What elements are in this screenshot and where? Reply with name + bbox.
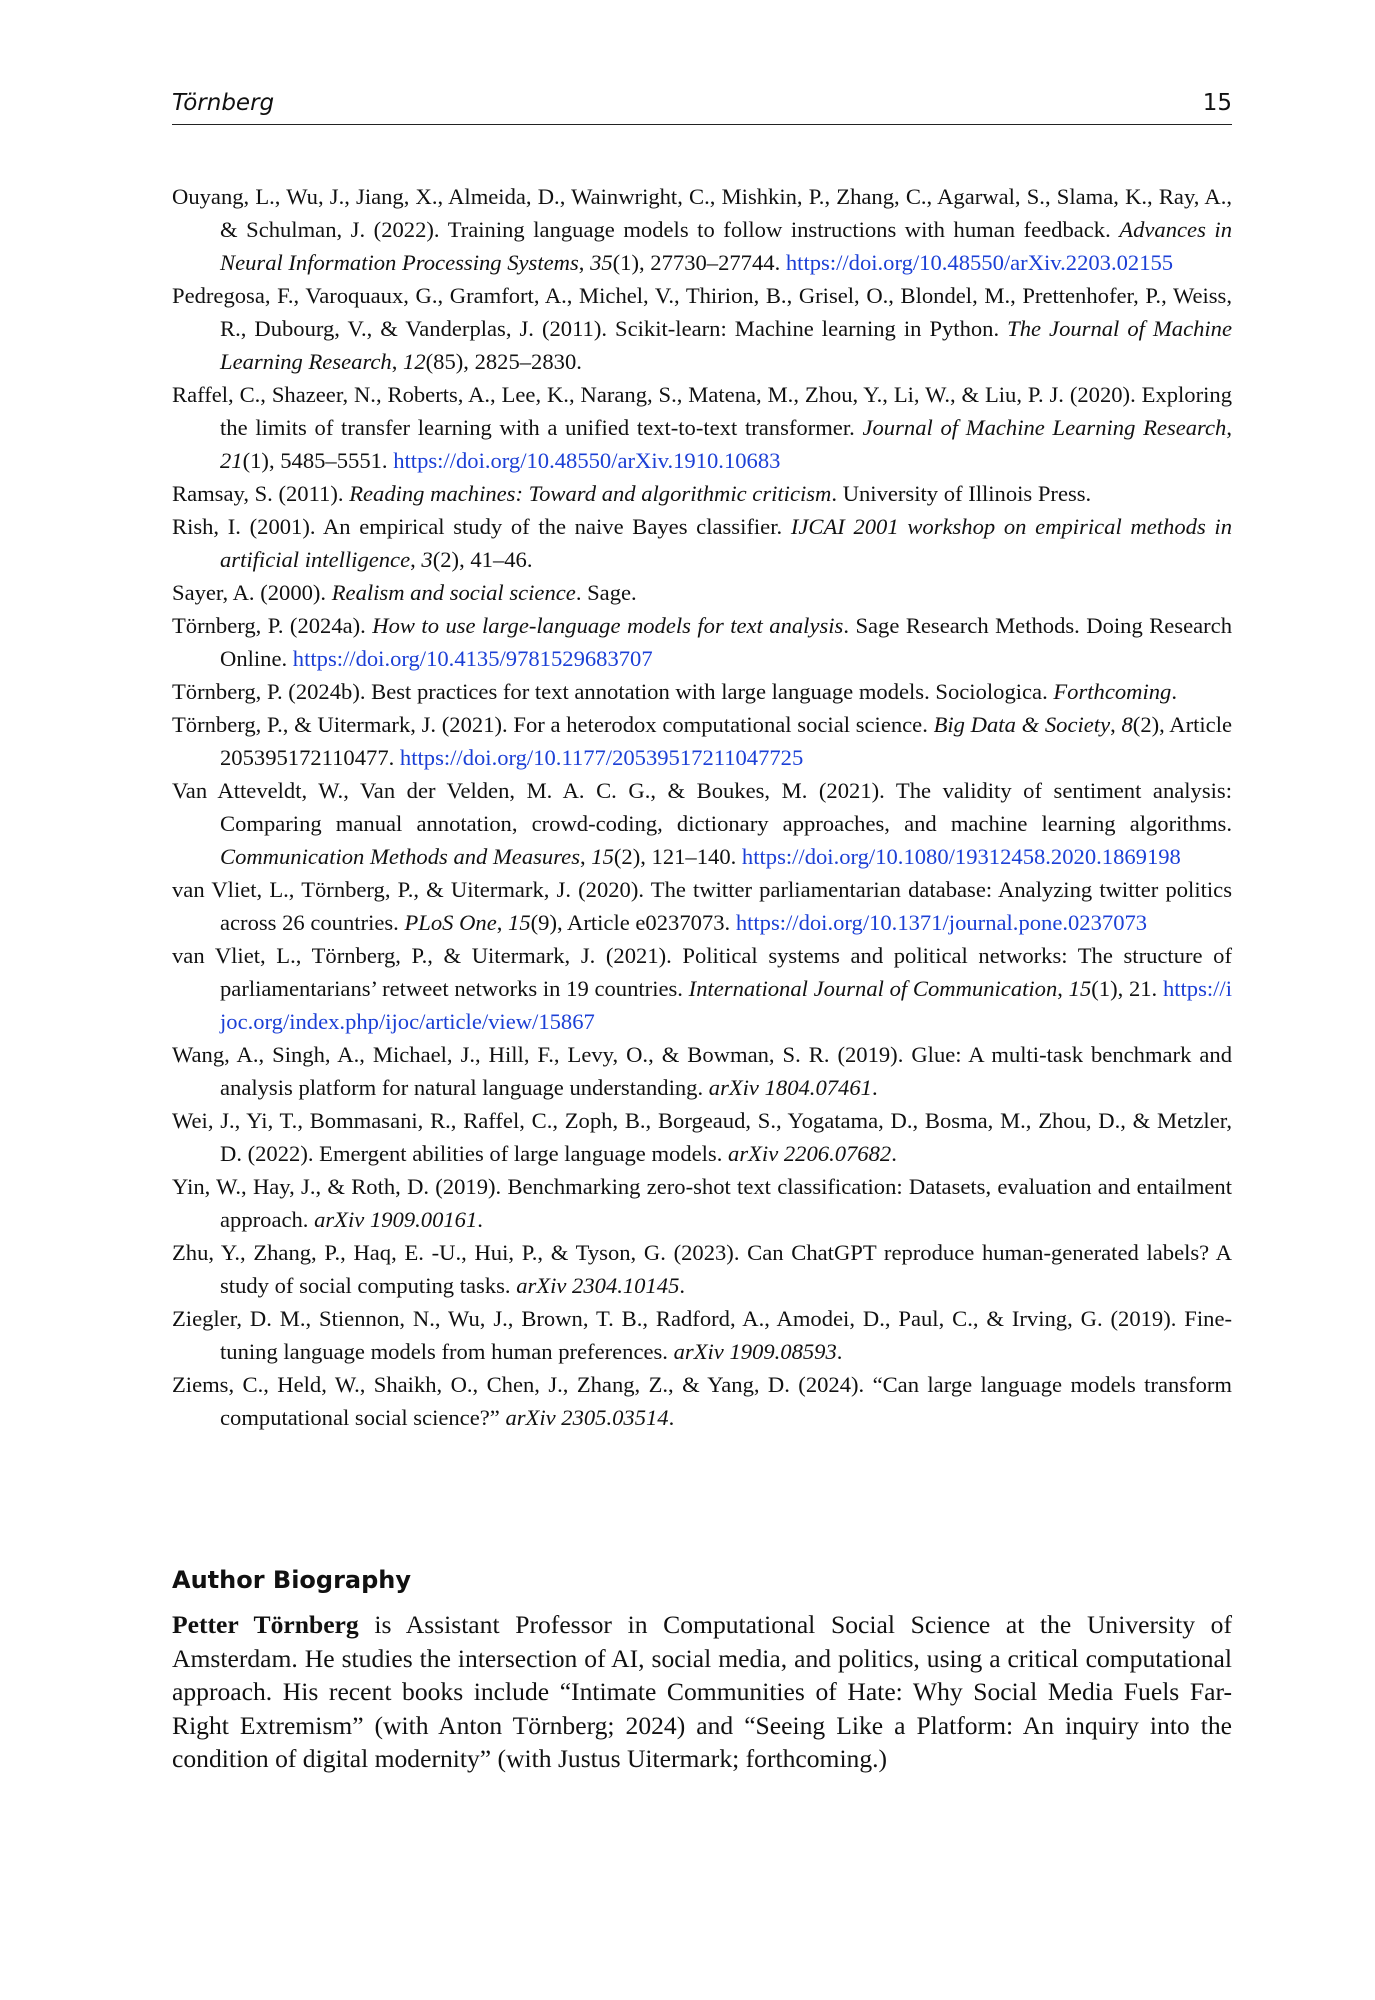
reference-venue: Journal of Machine Learning Research <box>862 415 1227 440</box>
reference-entry <box>172 1170 1232 1236</box>
reference-venue: arXiv 2304.10145 <box>516 1273 680 1298</box>
reference-entry <box>172 1236 1232 1302</box>
reference-text: Ziems, C., Held, W., Shaikh, O., Chen, J., Zhang, Z., & Yang, D. (2024). “Can large language models transform computational social science?” <box>172 1372 1232 1430</box>
reference-volume: 8 <box>1121 712 1133 737</box>
reference-entry <box>172 774 1232 873</box>
reference-text-mid: , <box>580 844 592 869</box>
reference-entry <box>172 1302 1232 1368</box>
reference-venue: arXiv 1909.08593 <box>673 1339 837 1364</box>
reference-text-mid: , <box>1057 976 1069 1001</box>
reference-entry <box>172 576 1232 609</box>
bio-author-name: Petter Törnberg <box>172 1610 359 1639</box>
reference-volume: 35 <box>590 250 613 275</box>
reference-link[interactable]: https://doi.org/10.1080/19312458.2020.1869198 <box>741 844 1181 869</box>
reference-entry <box>172 510 1232 576</box>
reference-entry <box>172 708 1232 774</box>
reference-text: Törnberg, P. (2024a). <box>172 613 373 638</box>
reference-venue: Forthcoming <box>1053 679 1172 704</box>
reference-text-mid: . <box>1171 679 1178 704</box>
reference-text-tail: (1), 27730–27744. <box>612 250 786 275</box>
reference-venue: arXiv 1804.07461 <box>708 1075 872 1100</box>
reference-text-mid: . <box>871 1075 878 1100</box>
reference-venue: arXiv 2305.03514 <box>505 1405 669 1430</box>
reference-text-tail: (85), 2825–2830. <box>425 349 582 374</box>
reference-volume: 21 <box>220 448 243 473</box>
reference-link[interactable]: https://doi.org/10.4135/9781529683707 <box>292 646 653 671</box>
reference-text-mid: . <box>891 1141 897 1166</box>
reference-entry <box>172 873 1232 939</box>
reference-volume: 12 <box>403 349 426 374</box>
reference-text: Wei, J., Yi, T., Bommasani, R., Raffel, C., Zoph, B., Borgeaud, S., Yogatama, D., Bosma, M., Zhou, D., & Metzler, D. (2022). Emergent abilities of large language models. <box>172 1108 1232 1166</box>
reference-text: Rish, I. (2001). An empirical study of the naive Bayes classifier. <box>172 514 791 539</box>
reference-venue: Big Data & Society <box>933 712 1111 737</box>
reference-text-tail: (9), Article e0237073. <box>530 910 736 935</box>
reference-venue: IJCAI 2001 workshop on empirical methods in artificial intelligence <box>220 514 1232 572</box>
reference-entry <box>172 279 1232 378</box>
reference-text-mid: , <box>496 910 509 935</box>
reference-list <box>172 180 1232 1434</box>
reference-volume: 3 <box>421 547 433 572</box>
reference-text-mid: , <box>391 349 404 374</box>
reference-text-tail: (2), Article 205395172110477. <box>220 712 1232 770</box>
page-number: 15 <box>1202 90 1232 116</box>
reference-entry <box>172 180 1232 279</box>
reference-text: van Vliet, L., Törnberg, P., & Uitermark, J. (2020). The twitter parliamentarian database: Analyzing twitter politics across 26 countries. <box>172 877 1232 935</box>
reference-text-mid: . <box>679 1273 686 1298</box>
reference-text-mid: , <box>578 250 591 275</box>
reference-text-tail: (2), 41–46. <box>432 547 533 572</box>
reference-entry <box>172 609 1232 675</box>
reference-entry <box>172 1368 1232 1434</box>
reference-venue: International Journal of Communication <box>688 976 1058 1001</box>
reference-entry <box>172 477 1232 510</box>
reference-text-mid: . Sage. <box>575 580 637 605</box>
reference-text: van Vliet, L., Törnberg, P., & Uitermark, J. (2021). Political systems and political networks: The structure of parliamentarians’ retweet networks in 19 countries. <box>172 943 1232 1001</box>
bio-heading: Author Biography <box>172 1566 412 1594</box>
reference-text: Ziegler, D. M., Stiennon, N., Wu, J., Brown, T. B., Radford, A., Amodei, D., Paul, C., & Irving, G. (2019). Fine-tuning language models from human preferences. <box>172 1306 1232 1364</box>
reference-text-mid: . <box>477 1207 483 1232</box>
reference-entry <box>172 939 1232 1038</box>
reference-venue: Reading machines: Toward and algorithmic criticism <box>349 481 832 506</box>
reference-text-mid: . <box>836 1339 843 1364</box>
reference-text: Ramsay, S. (2011). <box>172 481 350 506</box>
reference-venue: The Journal of Machine Learning Research <box>220 316 1232 374</box>
reference-link[interactable]: https://doi.org/10.1371/journal.pone.0237073 <box>735 910 1148 935</box>
running-header <box>172 86 1232 125</box>
reference-link[interactable]: https://doi.org/10.48550/arXiv.1910.10683 <box>393 448 781 473</box>
reference-text: Törnberg, P. (2024b). Best practices for text annotation with large language models. Sociologica. <box>172 679 1054 704</box>
reference-text: Törnberg, P., & Uitermark, J. (2021). For a heterodox computational social science. <box>172 712 934 737</box>
reference-text-mid: . University of Illinois Press. <box>831 481 1092 506</box>
bio-text: is Assistant Professor in Computational Social Science at the University of Amsterdam. He studies the intersection of AI, social media, and politics, using a critical computational approach. His recent books include “Intimate Communities of Hate: Why Social Media Fuels Far-Right Extremism” (with Anton Törnberg; 2024) and “Seeing Like a Platform: An inquiry into the condition of digital modernity” (with Justus Uitermark; forthcoming.) <box>172 1610 1232 1773</box>
reference-link[interactable]: https://doi.org/10.1177/20539517211047725 <box>399 745 804 770</box>
reference-text: Pedregosa, F., Varoquaux, G., Gramfort, A., Michel, V., Thirion, B., Grisel, O., Blondel, M., Prettenhofer, P., Weiss, R., Dubourg, V., & Vanderplas, J. (2011). Scikit-learn: Machine learning in Python. <box>172 283 1232 341</box>
author-biography <box>172 1608 1232 1776</box>
reference-text-tail: (1), 21. <box>1091 976 1163 1001</box>
reference-entry <box>172 378 1232 477</box>
reference-venue: arXiv 1909.00161 <box>314 1207 478 1232</box>
reference-volume: 15 <box>591 844 614 869</box>
reference-venue: arXiv 2206.07682 <box>728 1141 892 1166</box>
reference-venue: Communication Methods and Measures <box>220 844 580 869</box>
reference-text-mid: , <box>410 547 422 572</box>
reference-entry <box>172 1104 1232 1170</box>
reference-text: Zhu, Y., Zhang, P., Haq, E. -U., Hui, P., & Tyson, G. (2023). Can ChatGPT reproduce human-generated labels? A study of social computing tasks. <box>172 1240 1232 1298</box>
reference-venue: How to use large-language models for text analysis <box>372 613 844 638</box>
reference-text-tail: (1), 5485–5551. <box>242 448 394 473</box>
reference-venue: Advances in Neural Information Processing Systems <box>220 217 1232 275</box>
reference-text-mid: . <box>668 1405 675 1430</box>
reference-text: Raffel, C., Shazeer, N., Roberts, A., Lee, K., Narang, S., Matena, M., Zhou, Y., Li, W., & Liu, P. J. (2020). Exploring the limits of transfer learning with a unified text-to-text transformer. <box>172 382 1232 440</box>
reference-entry <box>172 675 1232 708</box>
reference-text-mid: . Sage Research Methods. Doing Research Online. <box>220 613 1232 671</box>
reference-volume: 15 <box>508 910 531 935</box>
reference-text: Sayer, A. (2000). <box>172 580 332 605</box>
reference-text-tail: (2), 121–140. <box>613 844 742 869</box>
reference-text-mid: , <box>1226 415 1232 440</box>
running-head-author: Törnberg <box>172 90 275 116</box>
reference-text: Yin, W., Hay, J., & Roth, D. (2019). Benchmarking zero-shot text classification: Datasets, evaluation and entailment approach. <box>172 1174 1232 1232</box>
reference-text-mid: , <box>1110 712 1122 737</box>
reference-volume: 15 <box>1068 976 1092 1001</box>
reference-link[interactable]: https://ijoc.org/index.php/ijoc/article/view/15867 <box>220 976 1232 1034</box>
reference-text: Ouyang, L., Wu, J., Jiang, X., Almeida, D., Wainwright, C., Mishkin, P., Zhang, C., Agarwal, S., Slama, K., Ray, A., & Schulman, J. (2022). Training language models to follow instructions with human feedback. <box>172 184 1232 242</box>
reference-entry <box>172 1038 1232 1104</box>
reference-venue: PLoS One <box>404 910 497 935</box>
reference-text: Wang, A., Singh, A., Michael, J., Hill, F., Levy, O., & Bowman, S. R. (2019). Glue: A multi-task benchmark and analysis platform for natural language understanding. <box>172 1042 1232 1100</box>
reference-venue: Realism and social science <box>331 580 576 605</box>
reference-link[interactable]: https://doi.org/10.48550/arXiv.2203.02155 <box>785 250 1174 275</box>
reference-text: Van Atteveldt, W., Van der Velden, M. A. C. G., & Boukes, M. (2021). The validity of sentiment analysis: Comparing manual annotation, crowd-coding, dictionary approaches, and machine learning algorithms. <box>172 778 1232 836</box>
